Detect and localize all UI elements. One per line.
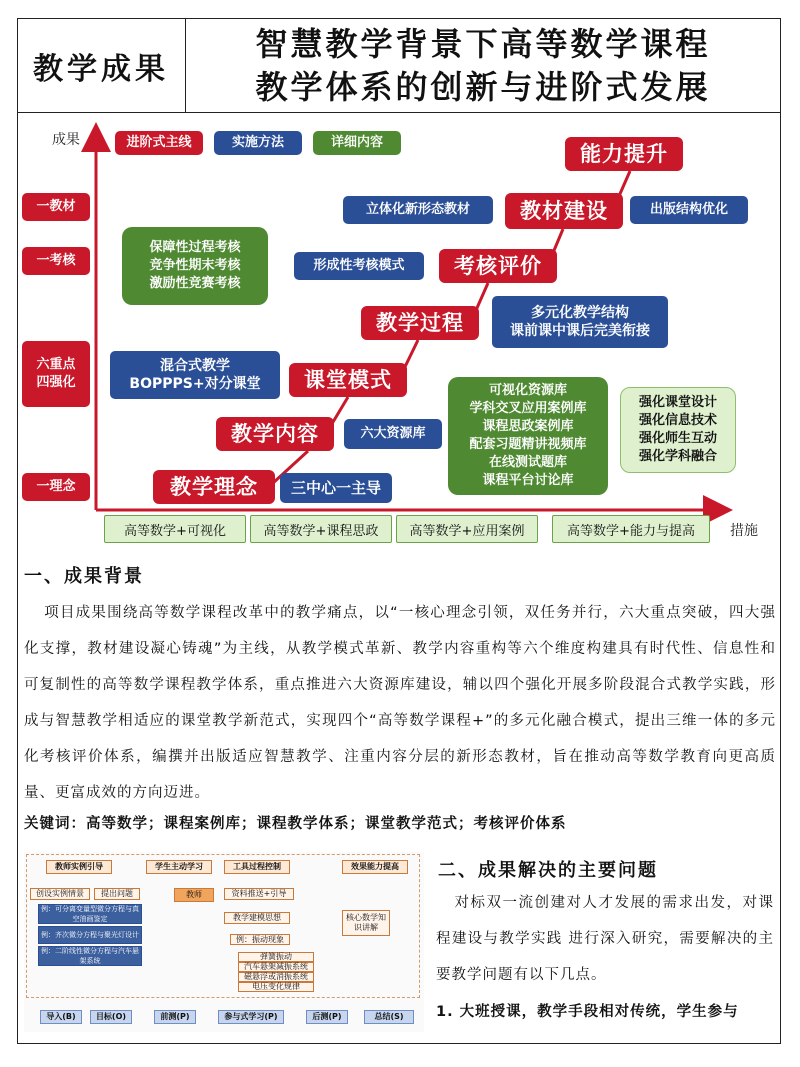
- step-textbook: 教材建设: [505, 193, 623, 229]
- y-axis-label: 成果: [52, 132, 80, 148]
- header-category: 教学成果: [17, 18, 186, 113]
- boppps-flowchart: [24, 852, 424, 1032]
- method-new-textbook: 立体化新形态教材: [343, 196, 493, 224]
- flow-step-summary: 总结(S): [364, 1010, 414, 1024]
- flow-core-knowledge: 核心数学知识讲解: [342, 910, 390, 936]
- step-ability: 能力提升: [565, 137, 683, 171]
- method-three-centers: 三中心一主导: [280, 473, 392, 503]
- method-diverse-structure: 多元化教学结构 课前课中课后完美衔接: [492, 296, 668, 348]
- method-blended-teaching: 混合式教学 BOPPPS+对分课堂: [110, 351, 280, 399]
- section2-paragraph: [436, 885, 774, 993]
- flow-model-example: 例：振动现象: [230, 934, 290, 945]
- step-teaching-process: 教学过程: [361, 306, 479, 340]
- step-assessment: 考核评价: [439, 249, 557, 283]
- header-title: [185, 18, 781, 113]
- problem-item-1: 1. 大班授课，教学手段相对传统，学生参与: [436, 1004, 739, 1020]
- step-teaching-concept: 教学理念: [153, 470, 275, 504]
- measure-visualization: 高等数学+可视化: [104, 515, 246, 543]
- flow-teacher: 教师: [174, 888, 214, 902]
- flow-head-student: 学生主动学习: [146, 860, 212, 874]
- detail-assessment-types: 保障性过程考核 竞争性期末考核 激励性竞赛考核: [122, 227, 268, 305]
- legend-detail: 详细内容: [313, 131, 401, 155]
- left-label-concept: 一理念: [22, 473, 90, 501]
- flow-head-tool: 工具过程控制: [224, 860, 290, 874]
- flow-model-item-4: 电压变化规律: [238, 982, 314, 992]
- step-teaching-content: 教学内容: [216, 417, 334, 451]
- flow-step-pretest: 前测(P): [154, 1010, 196, 1024]
- section2-paragraph-text: 对标双一流创建对人才发展的需求出发，对课程建设与教学实践 进行深入研究，需要解决的主要教学问题有以下几点。: [436, 895, 774, 983]
- flow-head-teacher: 教师实例引导: [46, 860, 112, 874]
- flow-model-item-2: 汽车悬架减振系统: [238, 962, 314, 972]
- header-title-line2: 教学体系的创新与进阶式发展: [255, 67, 711, 106]
- flow-model-item-3: 磁悬浮或消振系统: [238, 972, 314, 982]
- x-axis-label: 措施: [730, 523, 758, 539]
- progression-diagram: [18, 115, 780, 545]
- legend-main-line: 进阶式主线: [115, 131, 203, 155]
- header-title-line1: 智慧教学背景下高等数学课程: [255, 24, 711, 63]
- flow-model-title: 教学建模思想: [224, 912, 290, 924]
- flow-head-effect: 效果能力提高: [342, 860, 408, 874]
- detail-resource-libraries: 可视化资源库 学科交叉应用案例库 课程思政案例库 配套习题精讲视频库 在线测试题库 课程平台讨论库: [448, 377, 608, 495]
- method-six-libraries: 六大资源库: [344, 419, 442, 449]
- flow-scenario: 创设实例情景: [30, 888, 90, 900]
- method-formative-assessment: 形成性考核模式: [294, 252, 424, 280]
- flow-step-objective: 目标(O): [90, 1010, 132, 1024]
- flow-question: 提出问题: [94, 888, 140, 900]
- measure-ability: 高等数学+能力与提高: [552, 515, 710, 543]
- section1-paragraph-text: 项目成果围绕高等数学课程改革中的教学痛点，以“一核心理念引领，双任务并行，六大重点突破，四大强化支撑，教材建设凝心铸魂”为主线，从教学模式革新、教学内容重构等六个维度构建具有时代性、信息性和可复制性的高等数学课程教学体系，重点推进六大资源库建设，辅以四个强化开展多阶段混合式教学实践，形成与智慧教学相适应的课堂教学新范式，实现四个“高等数学课程+”的多元化融合模式，提出三维一体的多元化考核评价体系，编撰并出版适应智慧教学、注重内容分层的新形态教材，旨在推动高等数学教育向更高质量、更富成效的方向迈进。: [24, 605, 776, 801]
- flow-example-2: 例：齐次微分方程与聚光灯设计: [38, 926, 142, 944]
- flow-example-3: 例：二阶线性微分方程与汽车悬架系统: [38, 946, 142, 966]
- method-publish-structure: 出版结构优化: [630, 196, 748, 224]
- flow-materials: 资料推送+引导: [224, 888, 294, 900]
- flow-model-item-1: 弹簧振动: [238, 952, 314, 962]
- flow-step-posttest: 后测(P): [306, 1010, 348, 1024]
- section1-paragraph: [24, 595, 776, 811]
- left-label-focus: 六重点 四强化: [22, 341, 90, 407]
- keywords: 关键词：高等数学；课程案例库；课程教学体系；课堂教学范式；考核评价体系: [24, 816, 567, 832]
- step-classroom-mode: 课堂模式: [289, 363, 407, 397]
- measure-ideology: 高等数学+课程思政: [250, 515, 392, 543]
- measure-application: 高等数学+应用案例: [396, 515, 538, 543]
- left-label-textbook: 一教材: [22, 193, 90, 221]
- left-label-exam: 一考核: [22, 247, 90, 275]
- detail-four-strengthen: 强化课堂设计 强化信息技术 强化师生互动 强化学科融合: [620, 387, 736, 473]
- flow-example-1: 例：可分离变量型微分方程与真空油画鉴定: [38, 904, 142, 924]
- legend-method: 实施方法: [214, 131, 302, 155]
- flow-step-participatory: 参与式学习(P): [218, 1010, 284, 1024]
- section2-title: 二、成果解决的主要问题: [438, 860, 658, 881]
- flow-step-bridge: 导入(B): [40, 1010, 82, 1024]
- header-table: [17, 18, 781, 113]
- section1-title: 一、成果背景: [24, 566, 144, 587]
